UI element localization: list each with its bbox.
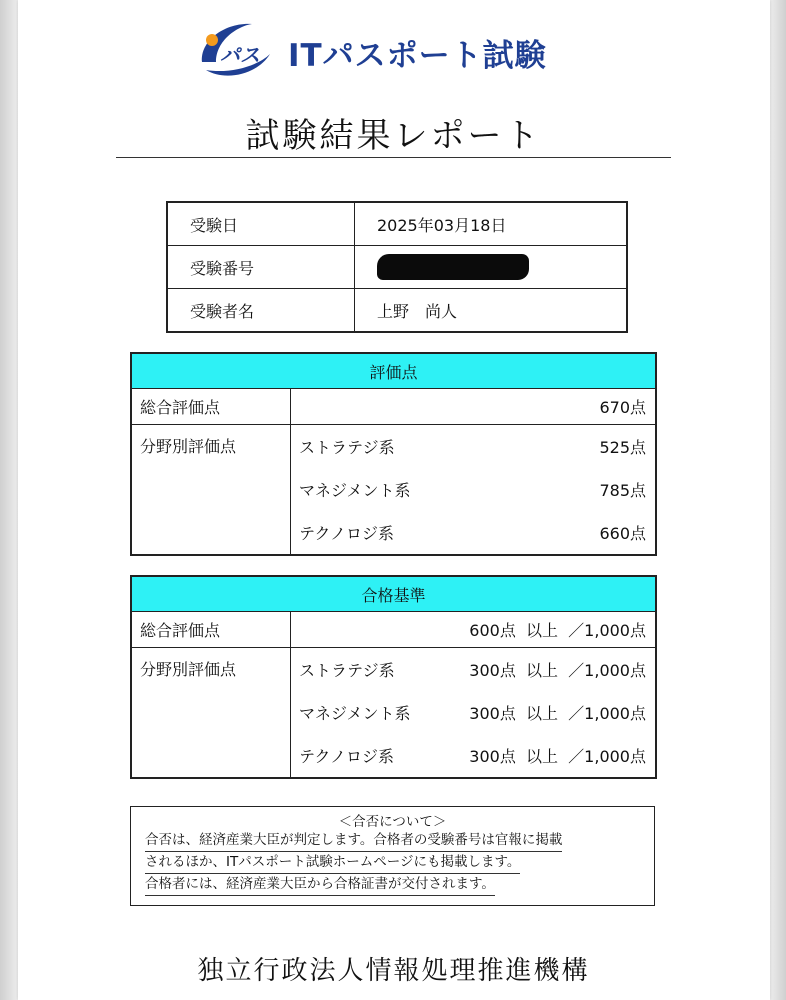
note-line: されるほか、ITパスポート試験ホームページにも掲載します。	[145, 853, 520, 874]
criteria-fields-label: 分野別評価点	[131, 648, 291, 779]
exam-date-label: 受験日	[167, 202, 355, 246]
total-score-value: 670点	[291, 389, 657, 425]
examinee-name-value: 上野 尚人	[355, 289, 628, 333]
field-criterion: 300点 以上 ／1,000点	[469, 704, 646, 723]
criteria-total-label: 総合評価点	[131, 612, 291, 648]
field-scores-label: 分野別評価点	[131, 425, 291, 556]
field-name: ストラテジ系	[299, 438, 395, 457]
criteria-total-value: 600点 以上 ／1,000点	[291, 612, 657, 648]
field-score: 525点	[599, 438, 646, 457]
list-item	[291, 648, 655, 691]
table-row	[167, 289, 627, 333]
note-line: 合格者には、経済産業大臣から合格証書が交付されます。	[145, 875, 495, 896]
exam-number-value	[355, 246, 628, 289]
field-score: 660点	[599, 524, 646, 543]
note-heading: ＜合否について＞	[338, 814, 447, 830]
field-name: テクノロジ系	[299, 524, 395, 543]
criteria-fields-cell	[291, 648, 657, 779]
page-title: 試験結果レポート	[245, 116, 542, 156]
field-name: マネジメント系	[299, 704, 411, 723]
table-row	[167, 246, 627, 289]
title-divider	[116, 157, 671, 158]
field-criterion: 300点 以上 ／1,000点	[469, 747, 646, 766]
logo-text: ITパスポート試験	[288, 38, 547, 74]
pass-fail-note	[130, 806, 655, 906]
list-item	[291, 734, 655, 777]
table-row	[167, 202, 627, 246]
table-row	[131, 648, 656, 779]
score-table	[130, 352, 657, 556]
logo-mark-text: パス	[220, 43, 260, 67]
list-item	[291, 425, 655, 468]
list-item	[291, 511, 655, 554]
exam-number-label: 受験番号	[167, 246, 355, 289]
field-name: テクノロジ系	[299, 747, 395, 766]
table-row	[131, 425, 656, 556]
page-edge-right	[770, 0, 786, 1000]
field-scores-cell	[291, 425, 657, 556]
pass-logo-icon	[196, 18, 272, 84]
pass-criteria-table	[130, 575, 657, 779]
field-name: マネジメント系	[299, 481, 411, 500]
it-passport-logo	[196, 18, 596, 84]
criteria-table-title: 合格基準	[131, 576, 656, 612]
list-item	[291, 468, 655, 511]
field-score: 785点	[599, 481, 646, 500]
examinee-name-label: 受験者名	[167, 289, 355, 333]
examinee-info-table	[166, 201, 628, 333]
total-score-label: 総合評価点	[131, 389, 291, 425]
organization-name: 独立行政法人情報処理推進機構	[197, 956, 590, 986]
list-item	[291, 691, 655, 734]
table-row	[131, 612, 656, 648]
exam-date-value: 2025年03月18日	[355, 202, 628, 246]
table-header	[131, 576, 656, 612]
field-name: ストラテジ系	[299, 661, 395, 680]
redaction-mark	[377, 254, 529, 280]
table-header	[131, 353, 656, 389]
page-edge-left	[0, 0, 18, 1000]
score-table-title: 評価点	[131, 353, 656, 389]
table-row	[131, 389, 656, 425]
field-criterion: 300点 以上 ／1,000点	[469, 661, 646, 680]
note-line: 合否は、経済産業大臣が判定します。合格者の受験番号は官報に掲載	[145, 831, 562, 852]
